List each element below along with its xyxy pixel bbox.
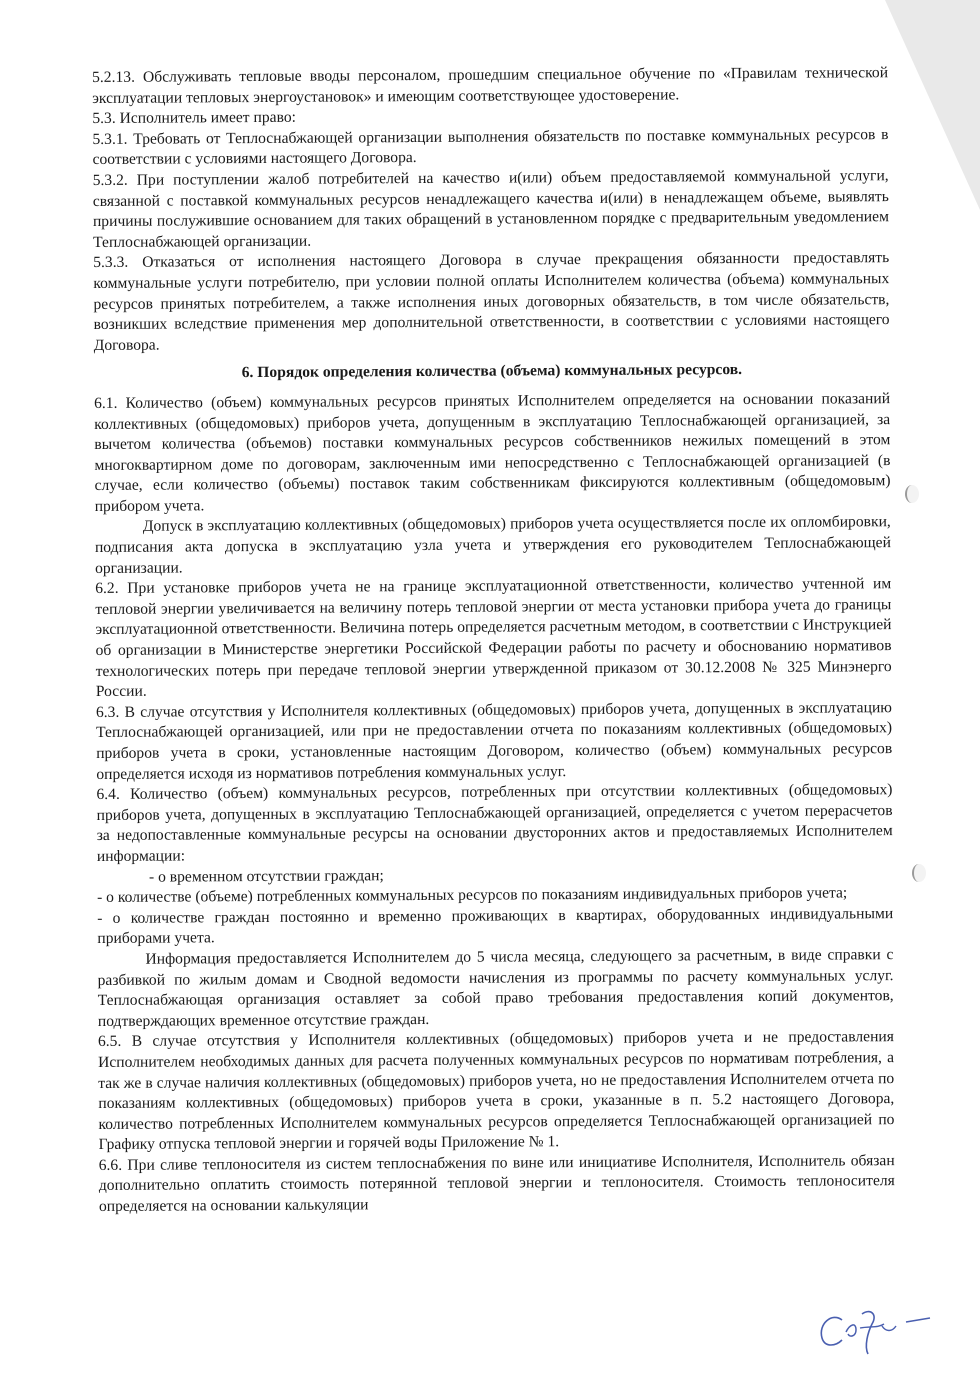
paragraph: 5.3.1. Требовать от Теплоснабжающей организации выполнения обязательств по поставке коммунальных ресурсов в соответствии с условиями настоящего Договора.: [92, 125, 889, 169]
paragraph: Допуск в эксплуатацию коллективных (общедомовых) приборов учета осуществляется после их опломбировки, подписания акта допуска в эксплуатацию узла учета и утверждения его руководителем Теплоснабжающей организации.: [94, 513, 891, 577]
paragraph: 6.4. Количество (объем) коммунальных ресурсов, потребленных при отсутствии коллективных (общедомовых) приборов учета, допущенных в эксплуатацию Теплоснабжающей организацией, определяется с учетом перерасчетов за недопоставленные коммунальные ресурсы на основании двусторонних актов и предоставляемых Исполнителем информации:: [96, 781, 893, 865]
paragraph: 5.3.3. Отказаться от исполнения настоящего Договора в случае прекращения обязанности предоставлять коммунальные услуги потребителю, при условии полной оплаты Исполнителем количества (объема) коммунальных ресурсов принятых потребителем, а также исполнения иных договорных обязательств, в том числе обязательств, возникших вследствие применения мер дополнительной ответственности, в соответствии с условиями настоящего Договора.: [93, 249, 890, 354]
punch-hole-mark: [905, 485, 919, 503]
paragraph: - о количестве (объеме) потребленных коммунальных ресурсов по показаниям индивидуальных приборов учета;: [97, 884, 848, 907]
paragraph: 6.2. При установке приборов учета не на границе эксплуатационной ответственности, количество учтенной им тепловой энергии увеличивается на величину потерь тепловой энергии от места установки прибора учета до границы эксплуатационной ответственности. Величина потерь определяется расчетным методом, в соответствии с Инструкцией об организации в Министерстве энергетики Российской Федерации работы по расчету и обоснованию нормативов технологических потерь при передаче тепловой энергии утвержденной приказом от 30.12.2008 № 325 Минэнерго России.: [95, 575, 892, 701]
paragraph: 6.3. В случае отсутствия у Исполнителя коллективных (общедомовых) приборов учета, допущенных в эксплуатацию Теплоснабжающей организацией, или при не предоставлении отчета по показаниям коллективных (общедомовых) приборов учета в сроки, установленные настоящим Договором, количество (объем) коммунальных ресурсов определяется исходя из нормативов потребления коммунальных услуг.: [95, 698, 893, 783]
punch-hole-mark: [912, 864, 926, 882]
paragraph: 6.5. В случае отсутствия у Исполнителя коллективных (общедомовых) приборов учета и не предоставления Исполнителем необходимых данных для расчета полученных коммунальных ресурсов по нормативам потребления, а так же в случае наличия коллективных (общедомовых) приборов учета, но не предоставления Исполнителем отчета по показаниям коллективных (общедомовых) приборов учета в сроки, указанные в п. 5.2 настоящего Договора, количество потребленных Исполнителем коммунальных ресурсов определяется Теплоснабжающей организацией по Графику отпуска тепловой энергии и горячей воды Приложение № 1.: [97, 1028, 895, 1154]
paragraph: Информация предоставляется Исполнителем до 5 числа месяца, следующего за расчетным, в виде справки с разбивкой по жилым домам и Сводной ведомости начисления из программы по расчету коммунальных услуг. Теплоснабжающая организация оставляет за собой право требования предоставления копий документов, подтверждающих временное отсутствие граждан.: [97, 946, 894, 1030]
paragraph: 5.2.13. Обслуживать тепловые вводы персоналом, прошедшим специальное обучение по «Правилам технической эксплуатации тепловых энергоустановок» и имеющим соответствующее удостоверение.: [92, 64, 889, 107]
paragraph: - о временном отсутствии граждан;: [148, 866, 384, 886]
paragraph: 6.6. При сливе теплоносителя из систем теплоснабжения по вине или инициативе Исполнителя, Исполнитель обязан дополнительно оплатить стоимость потерянной тепловой энергии и теплоносителя. Стоимость теплоносителя определяется на основании калькуляции: [98, 1151, 895, 1216]
paragraph: 5.3.2. При поступлении жалоб потребителей на качество и(или) объем предоставляемой коммунальной услуги, связанной с поставкой коммунальных ресурсов ненадлежащего качества и(или) в ненадлежащем объеме, выявлять причины послужившие основанием для таких обращений в установленном порядке с предварительным уведомлением Теплоснабжающей организации.: [92, 167, 889, 251]
document-body: [92, 63, 895, 1217]
paragraph: 5.3. Исполнитель имеет право:: [92, 108, 296, 128]
signature-initials: [812, 1302, 942, 1362]
paragraph: - о количестве граждан постоянно и временно проживающих в квартирах, оборудованных индивидуальными приборами учета.: [97, 904, 894, 948]
paragraph: 6.1. Количество (объем) коммунальных ресурсов принятых Исполнителем определяется на основании показаний коллективных (общедомовых) приборов учета, допущенным в эксплуатацию Теплоснабжающей организацией, за вычетом количества (объемов) поставки коммунальных ресурсов собственников нежилых помещений в этом многоквартирном доме по договорам, заключенным ими непосредственно с Теплоснабжающей организацией (в случае, если количество (объемы) поставок таким собственникам фиксируются коллективным (общедомовым) прибором учета.: [93, 390, 891, 515]
section-heading: 6. Порядок определения количества (объема) коммунальных ресурсов.: [241, 361, 743, 382]
page-corner-fold: [885, 0, 980, 210]
